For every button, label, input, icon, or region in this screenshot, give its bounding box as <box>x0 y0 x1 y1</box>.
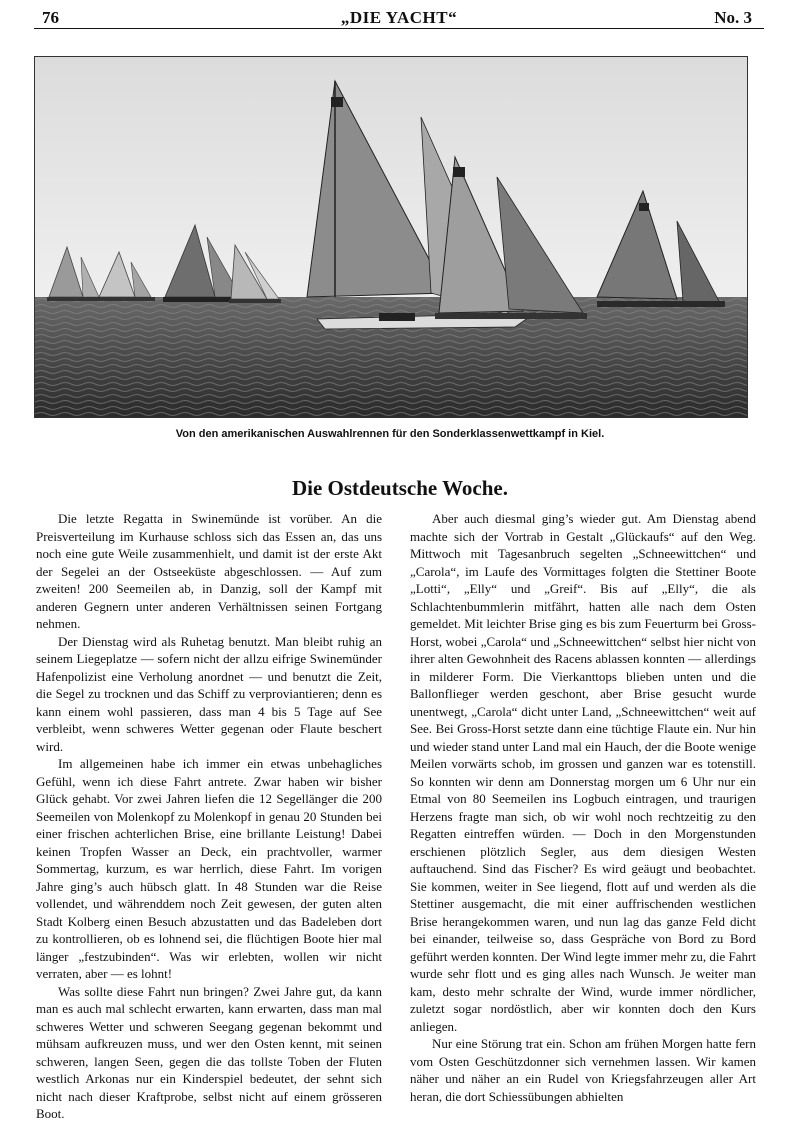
paragraph: Im allgemeinen habe ich immer ein etwas unbehagliches Gefühl, wenn ich diese Fahrt antrete. Zwar haben wir bisher Glück gehabt. Vor zwei Jahren liefen die 12 Segellänger die 200 Seemeilen von Molenkopf zu Molenkopf in genau 20 Stunden bei einer frischen achterlichen Brise, eine brillante Leistung! Dabei keinen Tropfen Wasser an Deck, ein prachtvoller, warmer Sommertag, kurzum, es war herrlich, diese Fahrt. Im vorigen Jahre ging’s auch hübsch glatt. In 48 Stunden war die Reise vollendet, und währenddem noch Zeit gewesen, der guten alten Stadt Kolberg einen Besuch abzustatten und das Badeleben dort zu kontrollieren, ob es lohnend sei, die flüchtigen Boote hier mal länger „festzubinden“. Was wir erlebten, wollen wir nicht verraten, aber — es lohnt! <box>36 756 382 981</box>
page-header <box>34 6 764 29</box>
sailing-photo <box>34 56 748 418</box>
paragraph: Nur eine Störung trat ein. Schon am frühen Morgen hatte fern vom Osten Geschützdonner sich vernehmen lassen. Wir kamen näher und näher an ein Rudel von Kriegsfahrzeugen aller Art heran, die dort Schiessübungen abhielten <box>410 1036 756 1104</box>
article-title: Die Ostdeutsche Woche. <box>291 476 509 500</box>
issue-number: No. 3 <box>714 8 752 27</box>
sailboats-image <box>35 57 747 417</box>
article-left-column <box>36 510 382 1123</box>
paragraph: Der Dienstag wird als Ruhetag benutzt. Man bleibt ruhig an seinem Liegeplatze — sofern nicht der allzu eifrige Swinemünder Hafenpolizist eine Verholung anordnet — und benutzt die Zeit, die Segel zu trocknen und das Schiff zu verproviantieren; denn es kann einem wohl passieren, dass man 4 bis 5 Tage auf See verbleibt, wenn schweres Wetter gegenan oder Flaute beschert wird. <box>36 633 382 754</box>
paragraph: Was sollte diese Fahrt nun bringen? Zwei Jahre gut, da kann man es auch mal schlecht erwarten, kann erwarten, dass man mal schweres Wetter und schweren Seegang gegenan bekommt und mühsam aufkreuzen muss, und wer den Osten kennt, mit seinen schweren, langen Seen, gegen die das tollste Toben der Fluten westlich Arkonas nur ein Kinderspiel bedeutet, der sehnt sich nicht nach dieser Kraftprobe, selbst nicht auf einem grösseren Boot. <box>36 983 382 1121</box>
page-number: 76 <box>42 8 59 27</box>
paragraph: Die letzte Regatta in Swinemünde ist vorüber. An die Preisverteilung im Kurhause schloss sich das Essen an, das uns noch eine gute Weile zusammenhielt, und damit ist der erste Akt der Segelei an der Ostseeküste abgeschlossen. — Auf zum zweiten! 200 Seemeilen ab, in Danzig, soll der Kampf mit anderen Gegnern unter anderen Verhältnissen seinen Fortgang nehmen. <box>36 511 382 631</box>
article-right-column <box>410 510 756 1105</box>
photo-caption: Von den amerikanischen Auswahlrennen für den Sonderklassenwettkampf in Kiel. <box>175 428 605 440</box>
journal-title: „DIE YACHT“ <box>340 8 458 27</box>
paragraph: Aber auch diesmal ging’s wieder gut. Am Dienstag abend machte sich der Vortrab in Gestalt „Glückaufs“ auf den Weg. Mittwoch mit Tagesanbruch segelten „Schneewittchen“ und „Carola“, im Laufe des Vormittages folgten die Stettiner Boote „Lotti“, „Elly“ und „Greif“. Bis auf „Elly“, die als Schlachtenbummlerin mitfährt, hatten alle nach dem Osten gemeldet. Mit leichter Brise ging es bis zum Feuerturm bei Gross-Horst, wobei „Carola“ und „Schneewittchen“ selbst hier nicht von ihrer alten Gewohnheit des Racens ablassen konnten — allerdings in milderer Form. Die Vierkanttops blieben unten und die Ballonflieger werden geschont, aber Brise gesucht wurde unentwegt, „Carola“ dicht unter Land, „Schneewittchen“ weit auf See. Bei Gross-Horst setzte dann eine tüchtige Flaute ein. Nur hin und wieder stand unter Land mal ein Hauch, der die Boote wenige Meilen vorwärts schob, im grossen und ganzen war es totenstill. So konnten wir denn am Donnerstag morgen um 6 Uhr nur ein Etmal von 80 Seemeilen ins Logbuch eintragen, und traurigen Herzens fragte man sich, ob wir wohl noch rechtzeitig zu den Regatten eintreffen würden. — Doch in den Morgenstunden erschienen plötzlich Segler, aus dem diesigen Westen auftauchend. Sind das Fischer? Es wird geäugt und beobachtet. Sie kommen, weiter in See liegend, flott auf und werden als die Stettiner ausgemacht, die mit einer auffrischenden westlichen Brise herangekommen waren, und nun lag das ganze Feld dicht bei einander, teilweise so, dass Gespräche von Bord zu Bord geführt werden konnten. Der Wind legte immer mehr zu, die Fahrt wurde sehr flott und es ging alles nach Wunsch. Je weiter man kam, desto mehr schralte der Wind, wurde immer nördlicher, zuletzt sogar nordöstlich, aber wir konnten doch den Kurs anliegen. <box>410 511 756 1034</box>
